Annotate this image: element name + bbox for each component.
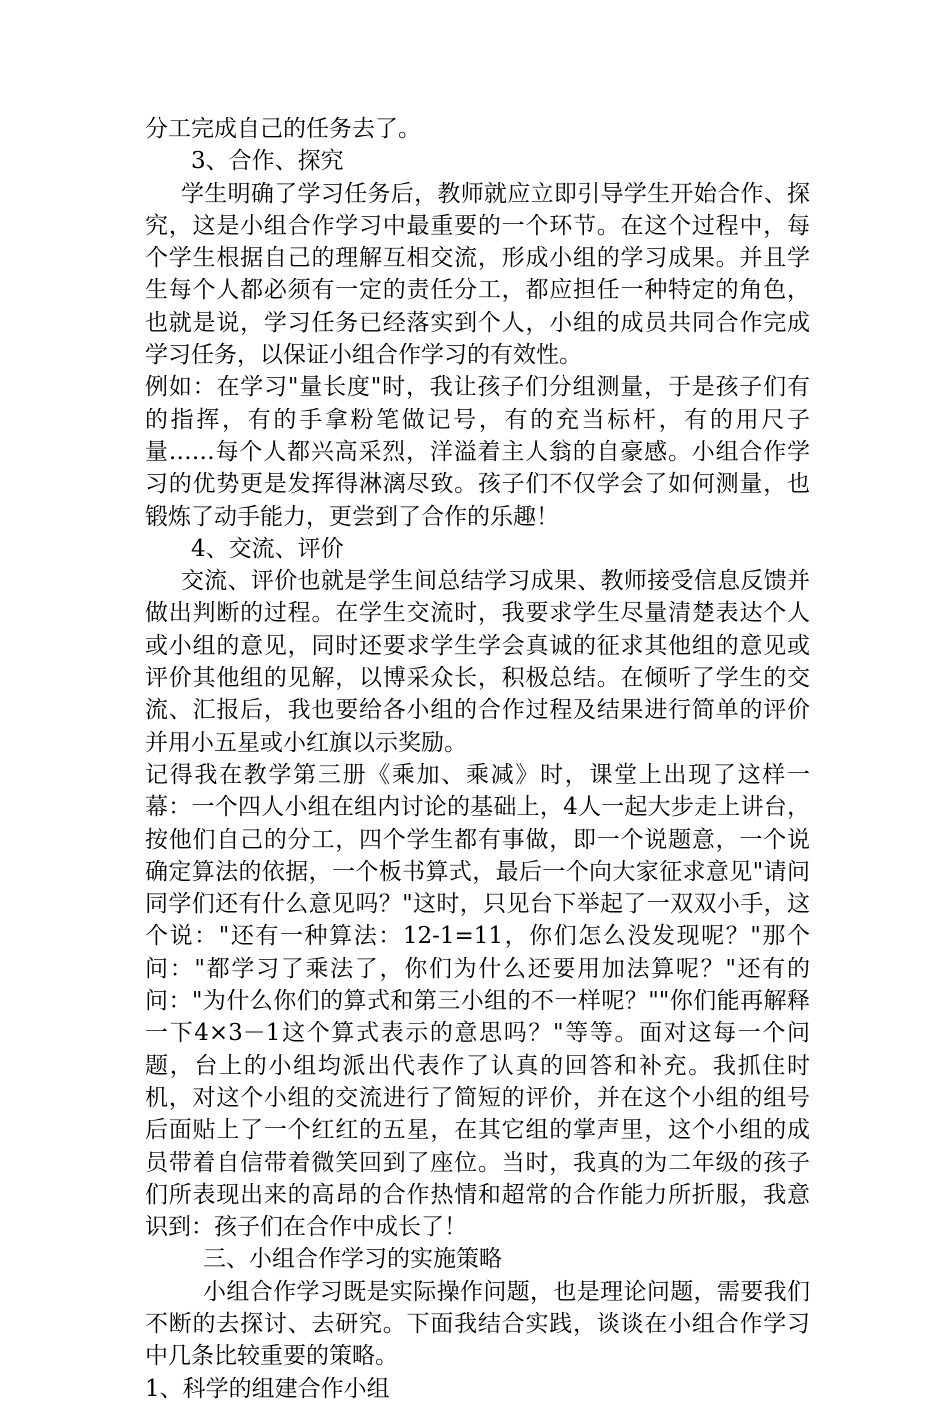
paragraph-cooperation: 学生明确了学习任务后，教师就应立即引导学生开始合作、探究，这是小组合作学习中最重要的一个环节。在这个过程中，每个学生根据自己的理解互相交流，形成小组的学习成果。并且学生每个人都必须有一定的责任分工，都应担任一种特定的角色，也就是说，学习任务已经落实到个人，小组的成员共同合作完成学习任务，以保证小组合作学习的有效性。 bbox=[145, 180, 810, 369]
heading-form-groups: 1、科学的组建合作小组 bbox=[145, 1375, 390, 1402]
paragraph-classroom-story: 记得我在教学第三册《乘加、乘减》时，课堂上出现了这样一幕：一个四人小组在组内讨论的基础上，4人一起大步走上讲台，按他们自己的分工，四个学生都有事做，即一个说题意，一个说确定算法的依据，一个板书算式，最后一个向大家征求意见"请问同学们还有什么意见吗？"这时，只见台下举起了一双双小手，这个说："还有一种算法：12-1=11，你们怎么没发现呢？"那个问："都学习了乘法了，你们为什么还要用加法算呢？"还有的问："为什么你们的算式和第三小组的不一样呢？""你们能再解释一下4×3－1这个算式表示的意思吗？"等等。面对这每一个问题，台上的小组均派出代表作了认真的回答和补充。我抓住时机，对这个小组的交流进行了简短的评价，并在这个小组的组号后面贴上了一个红红的五星，在其它组的掌声里，这个小组的成员带着自信带着微笑回到了座位。当时，我真的为二年级的孩子们所表现出来的高昂的合作热情和超常的合作能力所折服，我意识到：孩子们在合作中成长了！ bbox=[145, 761, 810, 1241]
paragraph-strategies-intro: 小组合作学习既是实际操作问题，也是理论问题，需要我们不断的去探讨、去研究。下面我结合实践，谈谈在小组合作学习中几条比较重要的策略。 bbox=[145, 1278, 810, 1370]
paragraph-example-measuring: 例如：在学习"量长度"时，我让孩子们分组测量，于是孩子们有的指挥，有的手拿粉笔做记号，有的充当标杆，有的用尺子量……每个人都兴高采烈，洋溢着主人翁的自豪感。小组合作学习的优势更是发挥得淋漓尽致。孩子们不仅学会了如何测量，也锻炼了动手能力，更尝到了合作的乐趣！ bbox=[145, 374, 810, 530]
paragraph-exchange: 交流、评价也就是学生间总结学习成果、教师接受信息反馈并做出判断的过程。在学生交流时，我要求学生尽量清楚表达个人或小组的意见，同时还要求学生学会真诚的征求其他组的意见或评价其他组的见解，以博采众长，积极总结。在倾听了学生的交流、汇报后，我也要给各小组的合作过程及结果进行简单的评价并用小五星或小红旗以示奖励。 bbox=[145, 568, 810, 756]
heading-cooperation-exploration: 3、合作、探究 bbox=[191, 148, 344, 175]
heading-exchange-evaluation: 4、交流、评价 bbox=[191, 535, 344, 562]
paragraph-continuation: 分工完成自己的任务去了。 bbox=[145, 116, 421, 142]
section-heading-strategies: 三、小组合作学习的实施策略 bbox=[203, 1246, 502, 1273]
document-body bbox=[145, 113, 810, 1405]
